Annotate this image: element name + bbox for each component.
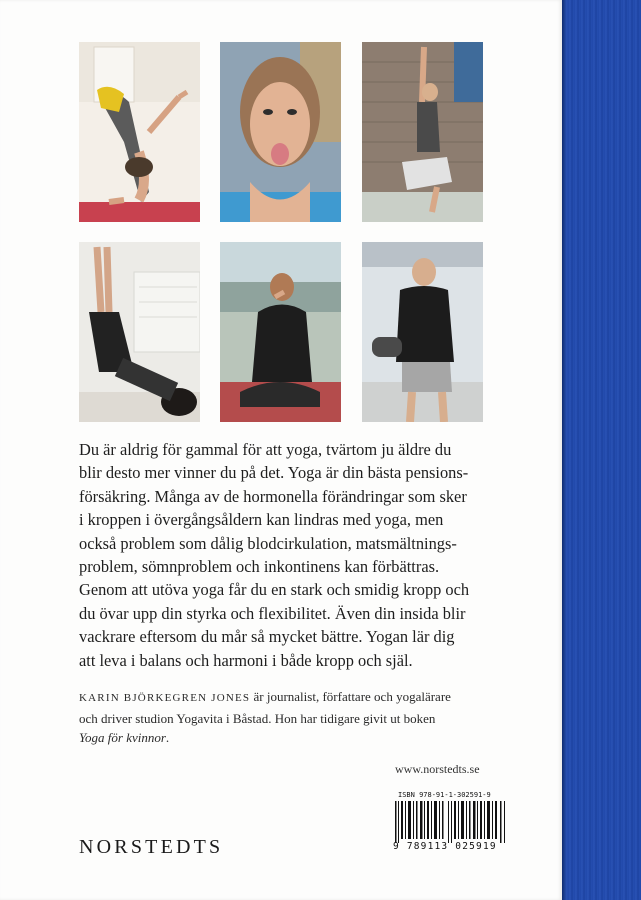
author-bio-line: KARIN BJÖRKEGREN JONES är journalist, författare och yogalärare: [79, 689, 451, 704]
blurb-line: Du är aldrig för gammal för att yoga, tvärtom ju äldre du: [79, 440, 452, 459]
author-name: KARIN BJÖRKEGREN JONES: [79, 692, 251, 704]
description-blurb: [79, 438, 519, 672]
chair-pose-outdoor-photo: [362, 42, 483, 222]
publisher-name: NORSTEDTS: [79, 836, 224, 858]
barcode-digits: 9 789113 025919: [393, 841, 497, 852]
barcode-image: [395, 801, 507, 843]
author-bio: [79, 687, 519, 748]
woman-with-yoga-mat-photo: [362, 242, 483, 422]
author-bio-line: och driver studion Yogavita i Båstad. Hon har tidigare givit ut boken: [79, 710, 436, 726]
legs-up-wall-photo: [79, 242, 200, 422]
book-title: Yoga för kvinnor: [79, 730, 166, 745]
blurb-line: vackrare eftersom du mår så mycket bättre. Yogan lär dig: [79, 627, 455, 647]
blurb-line: problem, sömnproblem och inkontinens kan förbättras.: [79, 557, 440, 577]
blurb-line: också problem som dålig blodcirkulation, matsmältnings-: [79, 533, 457, 553]
seated-breathing-photo: [220, 242, 341, 422]
blurb-line: försäkring. Många av de hormonella förändringar som sker: [79, 486, 467, 506]
spine-edge: [562, 0, 567, 900]
isbn-label: ISBN 978-91-1-302591-9: [398, 791, 491, 799]
blurb-line: du övar upp din styrka och flexibilitet. Även din insida blir: [79, 603, 466, 623]
blurb-line: blir desto mer vinner du på det. Yoga är din bästa pensions-: [79, 463, 469, 483]
lion-pose-face-photo: [220, 42, 341, 222]
blurb-line: Genom att utöva yoga får du en stark och smidig kropp och: [79, 580, 470, 600]
author-bio-line: Yoga för kvinnor.: [79, 730, 170, 745]
book-spine: [562, 0, 641, 900]
publisher-url: www.norstedts.se: [395, 762, 480, 776]
blurb-line: att leva i balans och harmoni i både kropp och själ.: [79, 650, 413, 670]
blurb-line: i kroppen i övergångsåldern kan lindras med yoga, men: [79, 510, 444, 530]
yoga-forward-bend-photo: [79, 42, 200, 222]
